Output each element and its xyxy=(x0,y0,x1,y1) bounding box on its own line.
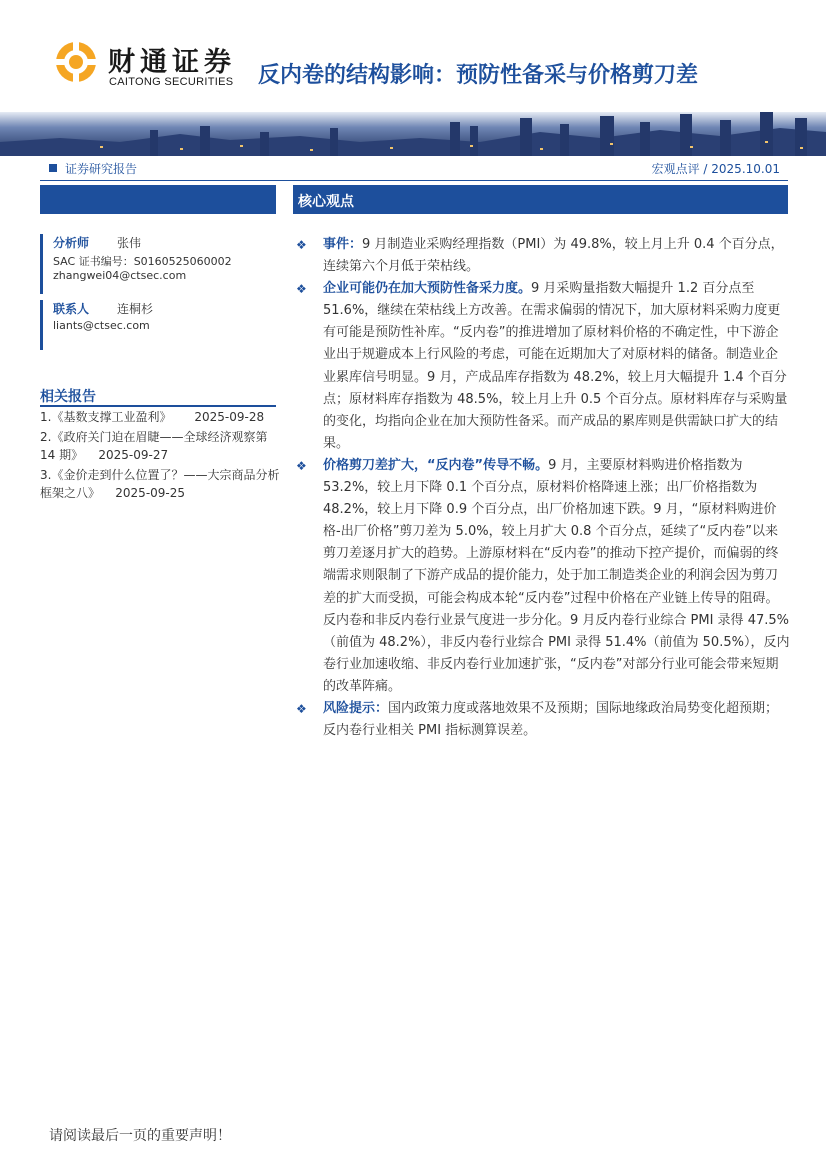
brand-name-cn: 财通证券 xyxy=(108,47,236,78)
caitong-logo-icon xyxy=(52,38,100,86)
contact-name: 连桐杉 xyxy=(117,302,154,316)
contact-email[interactable]: liants@ctsec.com xyxy=(53,319,150,332)
related-reports-list xyxy=(40,408,280,504)
header-divider xyxy=(40,180,788,181)
diamond-bullet-icon: ❖ xyxy=(296,701,307,716)
left-column-header-bar xyxy=(40,185,276,214)
related-report-item[interactable]: 3.《金价走到什么位置了？——大宗商品分析框架之八》 2025-09-25 xyxy=(40,468,280,500)
related-report-item[interactable]: 1.《基数支撑工业盈利》 2025-09-28 xyxy=(40,410,265,424)
analyst-sac: SAC 证书编号：S0160525060002 xyxy=(53,255,232,268)
contact-block: 联系人 连桐杉 liants@ctsec.com xyxy=(40,300,279,350)
core-bullet-price-scissors: ❖ 价格剪刀差扩大，“反内卷”传导不畅。9 月，主要原材料购进价格指数为 53.2%，较上月下降 0.1 个百分点，原材料价格降速上涨；出厂价格指数为 48.2%，较上月下降 0.9 个百分点，出厂价格加速下跌。9 月，“原材料购进价格-出厂价格”剪刀差为 5.0%，较上月扩大 0.8 个百分点，延续了“反内卷”以来剪刀差逐月扩大的趋势。上游原材料在“反内卷”的推动下控产提价，而偏弱的终端需求则限制了下游产成品的提价能力，处于加工制造类企业的利润会因为剪刀差的扩大而受损，可能会构成本轮“反内卷”过程中价格在产业链上传导的阻碍。反内卷和非反内卷行业景气度进一步分化。9 月反内卷行业综合 PMI 录得 47.5%（前值为 48.2%），非反内卷行业综合 PMI 录得 51.4%（前值为 50.5%），反内卷行业加速收缩、非反内卷行业加速扩张，“反内卷”对部分行业可能会带来短期的改革阵痛。 xyxy=(296,455,790,698)
diamond-bullet-icon: ❖ xyxy=(296,458,307,473)
analyst-email[interactable]: zhangwei04@ctsec.com xyxy=(53,269,187,282)
core-bullet-risk: ❖ 风险提示：国内政策力度或落地效果不及预期；国际地缘政治局势变化超预期；反内卷行业相关 PMI 指标测算误差。 xyxy=(296,698,790,742)
report-title: 反内卷的结构影响：预防性备采与价格剪刀差 xyxy=(258,63,699,88)
related-reports-heading: 相关报告 xyxy=(40,389,96,405)
city-skyline-banner xyxy=(0,112,826,156)
core-view-list xyxy=(296,234,790,742)
related-reports-divider xyxy=(40,405,276,407)
diamond-bullet-icon: ❖ xyxy=(296,282,307,297)
analyst-block: 分析师 张伟 SAC 证书编号：S0160525060002 zhangwei04@ctsec.com xyxy=(40,234,279,294)
footer-disclaimer: 请阅读最后一页的重要声明！ xyxy=(49,1128,231,1144)
brand-name-en: CAITONG SECURITIES xyxy=(109,76,234,88)
report-type-date: 宏观点评 / 2025.10.01 xyxy=(651,162,780,176)
analyst-name: 张伟 xyxy=(117,236,142,250)
related-report-item[interactable]: 2.《政府关门迫在眉睫——全球经济观察第 14 期》 2025-09-27 xyxy=(40,430,268,462)
core-bullet-event: ❖ 事件：9 月制造业采购经理指数（PMI）为 49.8%，较上月上升 0.4 个百分点，连续第六个月低于荣枯线。 xyxy=(296,234,790,278)
report-category: 证券研究报告 xyxy=(49,160,137,177)
diamond-bullet-icon: ❖ xyxy=(296,238,307,252)
core-view-header: 核心观点 xyxy=(293,185,788,214)
core-bullet-stockpiling: ❖ 企业可能仍在加大预防性备采力度。9 月采购量指数大幅提升 1.2 百分点至 51.6%，继续在荣枯线上方改善。在需求偏弱的情况下，加大原材料采购力度更有可能是预防性补库。“反内卷”的推进增加了原材料价格的不确定性，中下游企业出于规避成本上行风险的考虑，可能在近期加大了对原材料的储备。制造业企业累库信号明显。9 月，产成品库存指数为 48.2%，较上月大幅提升 1.4 个百分点；原材料库存指数为 48.5%，较上月上升 0.5 个百分点。原材料库存与采购量的变化，均指向企业在加大预防性备采。而产成品的累库则是供需缺口扩大的结果。 xyxy=(296,278,790,455)
